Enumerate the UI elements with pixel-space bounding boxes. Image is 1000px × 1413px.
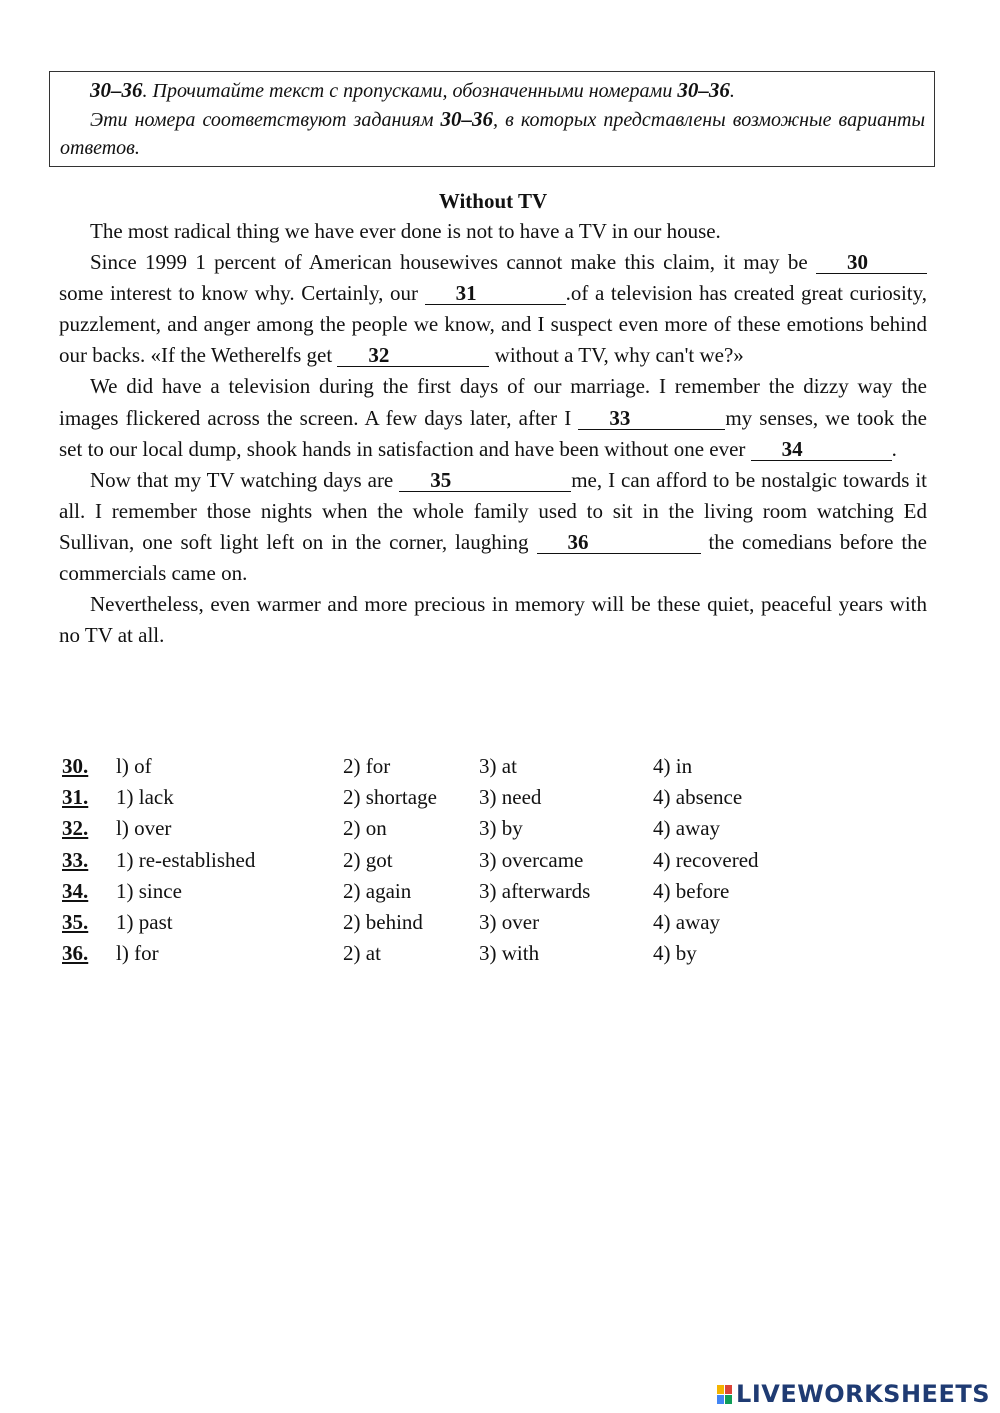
- option-1[interactable]: l) over: [116, 816, 172, 841]
- liveworksheets-logo[interactable]: [717, 1379, 990, 1409]
- option-3[interactable]: 3) with: [479, 941, 540, 966]
- option-row-30: [62, 751, 862, 782]
- brand-block: [725, 1385, 732, 1394]
- option-2[interactable]: 2) on: [343, 816, 387, 841]
- instructions-line-1: [60, 76, 925, 105]
- option-1[interactable]: l) of: [116, 754, 152, 778]
- gap-35[interactable]: 35: [399, 469, 571, 492]
- option-row-34: [62, 876, 862, 907]
- option-row-33: [62, 845, 862, 876]
- reading-text: [59, 216, 927, 651]
- option-2[interactable]: 2) behind: [343, 909, 423, 934]
- gap-32[interactable]: 32: [337, 344, 489, 367]
- brand-block: [717, 1395, 724, 1404]
- gap-33[interactable]: 33: [578, 407, 725, 430]
- text-run: Now that my TV watching days are: [90, 467, 400, 492]
- option-4[interactable]: 4) absence: [653, 785, 743, 810]
- instructions-line-2: [60, 105, 925, 162]
- option-2[interactable]: 2) got: [343, 847, 393, 872]
- option-3[interactable]: 3) afterwards: [479, 878, 591, 903]
- answer-options: [62, 751, 862, 969]
- paragraph-1: The most radical thing we have ever done is not to have a TV in our house.: [90, 219, 721, 243]
- text-run: .: [891, 436, 897, 461]
- option-row-36: [62, 938, 862, 969]
- instructions-box: [49, 71, 935, 167]
- text-run: the comedians before the commercials came on.: [59, 529, 928, 586]
- paragraph-2: [59, 247, 927, 371]
- option-3[interactable]: 3) at: [479, 754, 517, 778]
- question-number: 30.: [62, 754, 89, 778]
- option-4[interactable]: 4) recovered: [653, 847, 759, 872]
- paragraph-4: [59, 465, 927, 589]
- option-4[interactable]: 4) in: [653, 754, 693, 778]
- option-row-31: [62, 782, 862, 813]
- question-number: 34.: [62, 878, 89, 903]
- option-2[interactable]: 2) at: [343, 941, 381, 966]
- gap-31[interactable]: 31: [425, 282, 566, 305]
- question-number: 36.: [62, 941, 89, 966]
- option-4[interactable]: 4) before: [653, 878, 730, 903]
- option-2[interactable]: 2) for: [343, 754, 391, 778]
- option-1[interactable]: 1) re-established: [116, 847, 256, 872]
- text-run: my senses, we took the set to our local dump, shook hands in satisfaction and have been without one ever: [59, 405, 927, 461]
- paragraph-5: Nevertheless, even warmer and more precious in memory will be these quiet, peaceful years with no TV at all.: [59, 592, 927, 648]
- option-2[interactable]: 2) shortage: [343, 785, 437, 810]
- option-row-35: [62, 907, 862, 938]
- gap-34[interactable]: 34: [751, 438, 892, 461]
- text-title: Without TV: [438, 189, 548, 213]
- brand-name: LIVEWORKSHEETS: [736, 1380, 990, 1408]
- instructions-text-2-end: , в которых представлены возможные варианты ответов.: [60, 109, 926, 159]
- gap-30[interactable]: 30: [816, 251, 927, 274]
- task-range: 30–36: [440, 107, 494, 131]
- text-run: without a TV, why can't we?»: [489, 343, 744, 368]
- option-4[interactable]: 4) away: [653, 909, 721, 934]
- brand-block: [725, 1395, 732, 1404]
- text-run: Since 1999 1 percent of American housewives cannot make this claim, it may be: [90, 250, 816, 275]
- question-number: 31.: [62, 785, 89, 810]
- option-1[interactable]: 1) past: [116, 909, 173, 934]
- option-3[interactable]: 3) overcame: [479, 847, 584, 872]
- brand-block: [717, 1385, 724, 1394]
- text-run: me, I can afford to be nostalgic towards it all. I remember those nights when the whole family used to sit in the living room watching Ed Sullivan, one soft light left on in the corner, laughing: [59, 467, 927, 554]
- text-run: We did have a television during the first days of our marriage. I remember the dizzy way the images flickered across the screen. A few days later, after I: [59, 374, 927, 430]
- text-run: .of a television has created great curiosity, puzzlement, and anger among the people we know, and I suspect even more of these emotions behind our backs. «If the Wetherelfs get: [59, 281, 928, 368]
- instructions-text-1-end: .: [729, 80, 735, 102]
- question-number: 33.: [62, 847, 89, 872]
- instructions-text-1: . Прочитайте текст с пропусками, обозначенными номерами: [142, 80, 678, 102]
- option-3[interactable]: 3) over: [479, 909, 540, 934]
- option-1[interactable]: l) for: [116, 941, 159, 966]
- option-2[interactable]: 2) again: [343, 878, 412, 903]
- option-1[interactable]: 1) since: [116, 878, 182, 903]
- gap-36[interactable]: 36: [537, 531, 701, 554]
- question-number: 32.: [62, 816, 89, 841]
- instructions-text-2: Эти номера соответствуют заданиям: [90, 109, 441, 131]
- option-3[interactable]: 3) by: [479, 816, 523, 841]
- task-range: 30–36: [677, 78, 730, 102]
- option-3[interactable]: 3) need: [479, 785, 542, 810]
- question-number: 35.: [62, 909, 89, 934]
- option-row-32: [62, 813, 862, 844]
- task-range: 30–36: [90, 78, 143, 102]
- option-4[interactable]: 4) away: [653, 816, 721, 841]
- text-run: some interest to know why. Certainly, our: [59, 281, 425, 306]
- brand-blocks-icon: [717, 1385, 732, 1404]
- paragraph-3: [59, 371, 927, 464]
- option-4[interactable]: 4) by: [653, 941, 697, 966]
- option-1[interactable]: 1) lack: [116, 785, 174, 810]
